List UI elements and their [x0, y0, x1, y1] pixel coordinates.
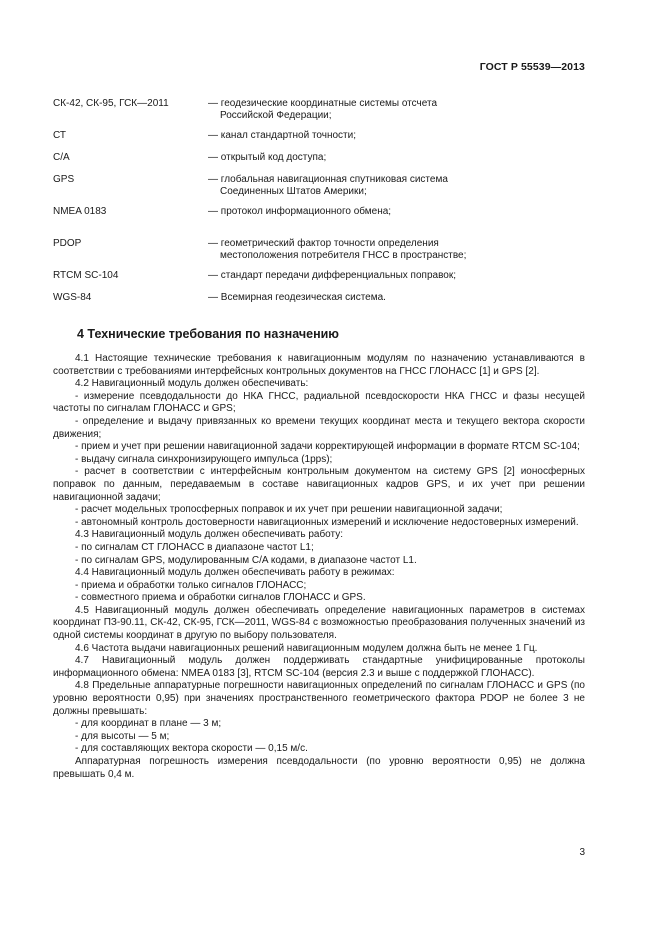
list-item: - определение и выдачу привязанных ко времени текущих координат места и текущего вектора скорости движения; — [53, 415, 585, 440]
paragraph-4-7: 4.7 Навигационный модуль должен поддерживать стандартные унифицированные протоколы информационного обмена: NMEA 0183 [3], RTCM SC-104 (версия 2.3 и выше с поддержкой ГЛОНАСС). — [53, 655, 585, 679]
paragraph-4-1: 4.1 Настоящие технические требования к навигационным модулям по назначению устанавливаются в соответствии с требованиями интерфейсных контрольных документов на ГНСС ГЛОНАСС [1] и GPS [2]. — [53, 353, 585, 377]
abbreviation-definition — [208, 270, 593, 282]
list-item: - выдачу сигнала синхронизирующего импульса (1pps); — [75, 453, 333, 465]
list-item: - прием и учет при решении навигационной задачи корректирующей информации в формате RTCM SC-104; — [75, 441, 580, 453]
abbreviation-term: PDOP — [53, 238, 82, 249]
definition-line: — стандарт передачи дифференциальных поправок; — [208, 270, 456, 281]
list-item: - расчет в соответствии с интерфейсным контрольным документом на систему GPS [2] ионосферных поправок по данным, передаваемым в составе навигационных кадров GPS, и их учет при решении навигационной задачи; — [53, 466, 585, 503]
definition-line-continued: Соединенных Штатов Америки; — [220, 186, 367, 197]
abbreviation-term: WGS-84 — [53, 292, 92, 303]
definition-line: — геодезические координатные системы отсчета — [208, 98, 438, 109]
definition-line-continued: местоположения потребителя ГНСС в пространстве; — [220, 250, 467, 261]
paragraph-4-6: 4.6 Частота выдачи навигационных решений навигационным модулем должна быть не менее 1 Гц. — [75, 642, 538, 654]
abbreviation-term: СТ — [53, 130, 66, 141]
abbreviation-definition — [208, 98, 593, 122]
list-item: - для высоты — 5 м; — [75, 730, 170, 742]
abbreviation-definition — [208, 152, 593, 164]
abbreviation-definition — [208, 206, 593, 218]
paragraph-4-3: 4.3 Навигационный модуль должен обеспечивать работу: — [75, 529, 343, 541]
document-standard-header: ГОСТ Р 55539—2013 — [479, 61, 585, 73]
list-item: - для координат в плане — 3 м; — [75, 718, 222, 730]
definition-line: — канал стандартной точности; — [208, 130, 356, 141]
abbreviation-definition — [208, 238, 593, 262]
list-item: - приема и обработки только сигналов ГЛОНАСС; — [75, 579, 307, 591]
abbreviation-term: C/A — [53, 152, 70, 163]
list-item: - автономный контроль достоверности навигационных измерений и исключение недостоверных измерений. — [75, 516, 579, 528]
paragraph-4-2: 4.2 Навигационный модуль должен обеспечивать: — [75, 378, 309, 390]
paragraph-measurement-error: Аппаратурная погрешность измерения псевдодальности (по уровню вероятности 0,95) не должна превышать 0,4 м. — [53, 756, 585, 780]
paragraph-4-8: 4.8 Предельные аппаратурные погрешности навигационных определений по сигналам ГЛОНАСС и GPS (по уровню вероятности 0,95) при значениях пространственного геометрического фактора PDOP не более 3 не должны превышать: — [53, 680, 585, 717]
section-body — [53, 353, 585, 781]
definition-line: — открытый код доступа; — [208, 152, 327, 163]
definition-line: — Всемирная геодезическая система. — [208, 292, 386, 303]
abbreviation-definition — [208, 292, 593, 304]
definition-line-continued: Российской Федерации; — [220, 110, 332, 121]
definition-line: — глобальная навигационная спутниковая система — [208, 174, 448, 185]
list-item: - расчет модельных тропосферных поправок и их учет при решении навигационной задачи; — [75, 504, 503, 516]
page-number: 3 — [579, 847, 585, 858]
abbreviation-term: NMEA 0183 — [53, 206, 107, 217]
paragraph-4-5: 4.5 Навигационный модуль должен обеспечивать определение навигационных параметров в системах координат ПЗ-90.11, СК-42, СК-95, ГСК—2011, WGS-84 с возможностью преобразования полученных значений из одной системы координат в другую по выбору пользователя. — [53, 604, 585, 642]
list-item: - для составляющих вектора скорости — 0,15 м/с. — [75, 743, 308, 755]
list-item: - по сигналам СТ ГЛОНАСС в диапазоне частот L1; — [75, 541, 314, 553]
definition-line: — геометрический фактор точности определения — [208, 238, 439, 249]
definition-line: — протокол информационного обмена; — [208, 206, 392, 217]
abbreviation-term: RTCM SC-104 — [53, 270, 119, 281]
list-item: - совместного приема и обработки сигналов ГЛОНАСС и GPS. — [75, 592, 366, 604]
abbreviation-term: СК-42, СК-95, ГСК—2011 — [53, 98, 169, 109]
abbreviation-definition — [208, 174, 593, 198]
abbreviation-definition — [208, 130, 593, 142]
list-item: - по сигналам GPS, модулированным C/A кодами, в диапазоне частот L1. — [75, 554, 417, 566]
abbreviation-term: GPS — [53, 174, 75, 185]
paragraph-4-4: 4.4 Навигационный модуль должен обеспечивать работу в режимах: — [75, 567, 395, 579]
list-item: - измерение псевдодальности до НКА ГНСС, радиальной псевдоскорости НКА ГНСС и фазы несущей частоты по сигналам ГЛОНАСС и GPS; — [53, 390, 585, 415]
section-heading: 4 Технические требования по назначению — [77, 327, 339, 341]
